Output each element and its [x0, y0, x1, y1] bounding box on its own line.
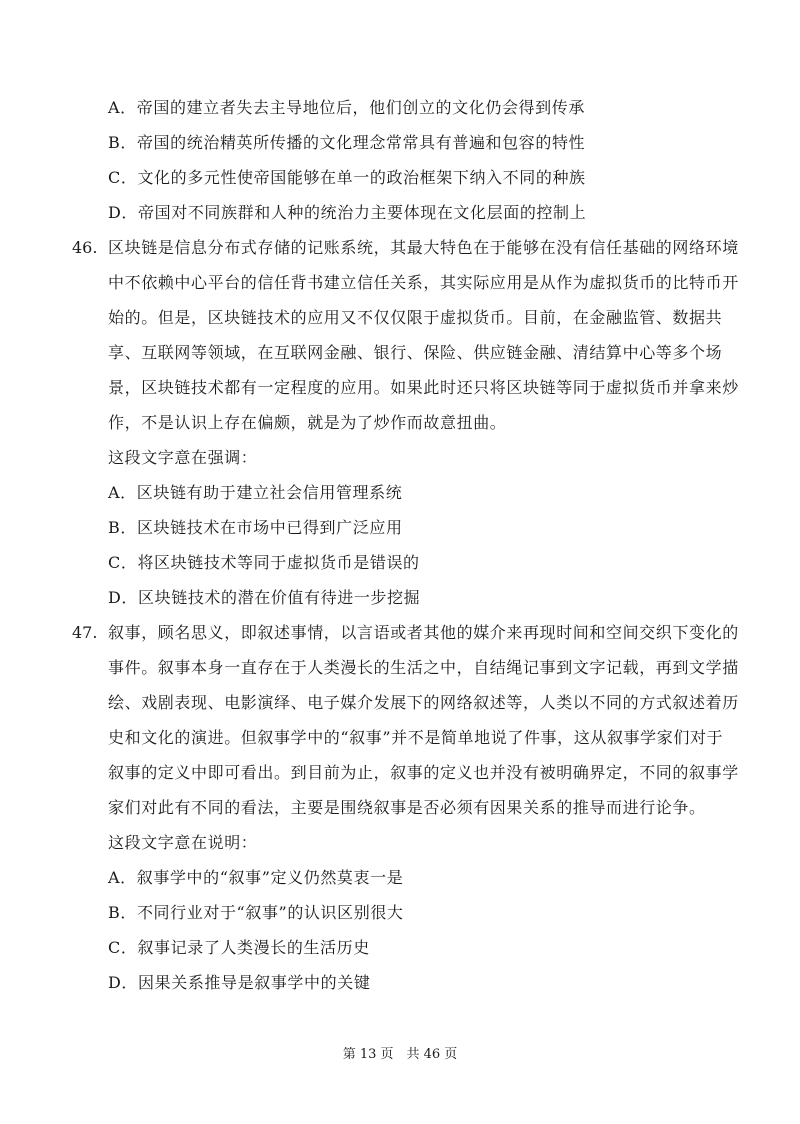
q46-number: 46. — [72, 238, 98, 257]
q45-option-d: D．帝国对不同族群和人种的统治力主要体现在文化层面的控制上 — [108, 203, 587, 222]
q46-passage-line-5: 景，区块链技术都有一定程度的应用。如果此时还只将区块链等同于虚拟货币并拿来炒 — [108, 378, 739, 397]
q47-option-d: D．因果关系推导是叙事学中的关键 — [108, 973, 371, 992]
q46-prompt: 这段文字意在强调： — [108, 448, 258, 467]
q47-passage-line-5: 叙事的定义中即可看出。到目前为止，叙事的定义也并没有被明确界定，不同的叙事学 — [108, 763, 739, 782]
q45-option-c: C．文化的多元性使帝国能够在单一的政治框架下纳入不同的种族 — [108, 168, 586, 187]
q47-number: 47. — [72, 623, 98, 642]
q47-passage-line-2: 事件。叙事本身一直存在于人类漫长的生活之中，自结绳记事到文字记载，再到文学描 — [108, 658, 739, 677]
q47-option-b: B．不同行业对于“叙事”的认识区别很大 — [108, 903, 404, 922]
q46-passage-line-1: 区块链是信息分布式存储的记账系统，其最大特色在于能够在没有信任基础的网络环境 — [108, 238, 739, 257]
q47-option-a: A．叙事学中的“叙事”定义仍然莫衷一是 — [108, 868, 404, 887]
q46-passage-line-6: 作，不是认识上存在偏颇，就是为了炒作而故意扭曲。 — [108, 413, 507, 432]
q46-option-d: D．区块链技术的潜在价值有待进一步挖掘 — [108, 588, 421, 607]
q47-passage-line-1: 叙事，顾名思义，即叙述事情，以言语或者其他的媒介来再现时间和空间交织下变化的 — [108, 623, 739, 642]
q46-passage-line-2: 中不依赖中心平台的信任背书建立信任关系，其实际应用是从作为虚拟货币的比特币开 — [108, 273, 739, 292]
q46-passage-line-4: 享、互联网等领域，在互联网金融、银行、保险、供应链金融、清结算中心等多个场 — [108, 343, 723, 362]
q46-option-a: A．区块链有助于建立社会信用管理系统 — [108, 483, 403, 502]
page-number-footer: 第 13 页 共 46 页 — [342, 1047, 458, 1062]
q46-option-c: C．将区块链技术等同于虚拟货币是错误的 — [108, 553, 420, 572]
q47-passage-line-4: 史和文化的演进。但叙事学中的“叙事”并不是简单地说了件事，这从叙事学家们对于 — [108, 728, 724, 747]
q47-option-c: C．叙事记录了人类漫长的生活历史 — [108, 938, 370, 957]
q47-prompt: 这段文字意在说明： — [108, 833, 258, 852]
q47-passage-line-3: 绘、戏剧表现、电影演绎、电子媒介发展下的网络叙述等，人类以不同的方式叙述着历 — [108, 693, 739, 712]
q46-option-b: B．区块链技术在市场中已得到广泛应用 — [108, 518, 403, 537]
q45-option-a: A．帝国的建立者失去主导地位后，他们创立的文化仍会得到传承 — [108, 98, 585, 117]
q47-passage-line-6: 家们对此有不同的看法，主要是围绕叙事是否必须有因果关系的推导而进行论争。 — [108, 798, 706, 817]
q45-option-b: B．帝国的统治精英所传播的文化理念常常具有普遍和包容的特性 — [108, 133, 586, 152]
q46-passage-line-3: 始的。但是，区块链技术的应用又不仅仅限于虚拟货币。目前，在金融监管、数据共 — [108, 308, 723, 327]
